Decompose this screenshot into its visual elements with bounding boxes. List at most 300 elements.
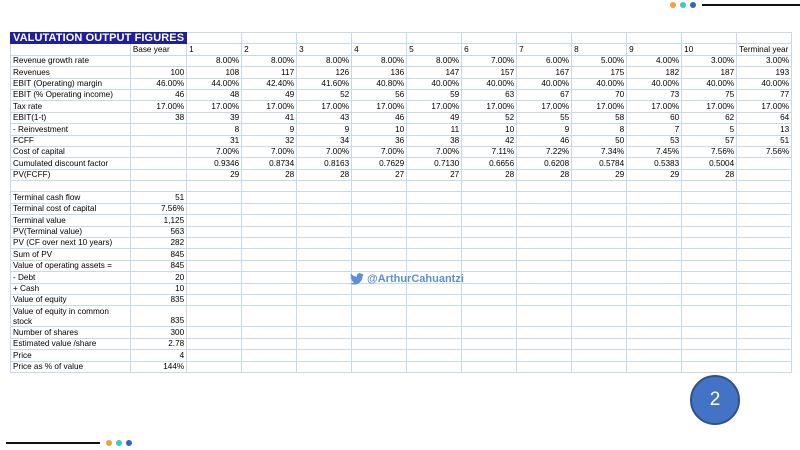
empty-cell <box>242 327 297 338</box>
table-row <box>11 112 792 123</box>
row-label: EBIT (Operating) margin <box>11 78 131 89</box>
empty-cell <box>627 327 682 338</box>
year-value: 32 <box>242 135 297 146</box>
title-row <box>11 33 792 44</box>
year-value: 0.7629 <box>352 158 407 169</box>
empty-cell <box>517 260 572 271</box>
empty-cell <box>737 272 792 283</box>
year-value: 5 <box>682 124 737 135</box>
empty-cell <box>407 260 462 271</box>
year-value: 167 <box>517 67 572 78</box>
empty-cell <box>187 260 242 271</box>
empty-cell <box>627 306 682 327</box>
terminal-value: 51 <box>737 135 792 146</box>
empty-cell <box>517 238 572 249</box>
empty-cell <box>682 272 737 283</box>
year-value: 29 <box>627 169 682 180</box>
empty-cell <box>517 338 572 349</box>
empty-cell <box>187 249 242 260</box>
year-value: 63 <box>462 89 517 100</box>
year-value: 7.34% <box>572 146 627 157</box>
empty-cell <box>572 294 627 305</box>
summary-value: 2.78 <box>130 338 186 349</box>
summary-value: 845 <box>130 249 186 260</box>
year-value: 0.9346 <box>187 158 242 169</box>
empty-cell <box>242 272 297 283</box>
year-value: 70 <box>572 89 627 100</box>
year-value: 46 <box>352 112 407 123</box>
empty-cell <box>517 361 572 372</box>
header-year: 9 <box>627 44 682 55</box>
year-value: 9 <box>517 124 572 135</box>
year-value: 157 <box>462 67 517 78</box>
summary-value: 51 <box>130 192 186 203</box>
summary-row <box>11 338 792 349</box>
empty-cell <box>517 181 572 192</box>
empty-cell <box>682 215 737 226</box>
year-value: 0.6208 <box>517 158 572 169</box>
empty-cell <box>407 226 462 237</box>
year-value: 29 <box>572 169 627 180</box>
empty-cell <box>682 192 737 203</box>
terminal-value: 7.56% <box>737 146 792 157</box>
year-value: 17.00% <box>352 101 407 112</box>
empty-cell <box>737 192 792 203</box>
year-value: 136 <box>352 67 407 78</box>
header-year: 8 <box>572 44 627 55</box>
empty-cell <box>352 350 407 361</box>
orange-dot-icon <box>106 440 112 446</box>
year-value: 17.00% <box>242 101 297 112</box>
empty-cell <box>407 338 462 349</box>
empty-cell <box>572 226 627 237</box>
table-row <box>11 135 792 146</box>
header-year: 5 <box>407 44 462 55</box>
table-row <box>11 169 792 180</box>
empty-cell <box>737 361 792 372</box>
empty-cell <box>682 327 737 338</box>
year-value: 40.00% <box>407 78 462 89</box>
summary-value: 7.56% <box>130 203 186 214</box>
summary-row <box>11 249 792 260</box>
summary-label: Number of shares <box>11 327 131 338</box>
summary-value: 300 <box>130 327 186 338</box>
twitter-watermark <box>350 273 464 285</box>
terminal-value <box>737 158 792 169</box>
summary-value: 4 <box>130 350 186 361</box>
empty-cell <box>407 192 462 203</box>
empty-cell <box>352 203 407 214</box>
empty-cell <box>737 203 792 214</box>
empty-cell <box>517 203 572 214</box>
year-value: 29 <box>187 169 242 180</box>
empty-cell <box>462 249 517 260</box>
empty-cell <box>572 338 627 349</box>
year-value: 53 <box>627 135 682 146</box>
empty-cell <box>352 226 407 237</box>
empty-cell <box>627 226 682 237</box>
summary-label: Sum of PV <box>11 249 131 260</box>
empty-cell <box>352 327 407 338</box>
summary-row <box>11 238 792 249</box>
empty-cell <box>517 350 572 361</box>
empty-cell <box>627 283 682 294</box>
empty-cell <box>572 350 627 361</box>
empty-cell <box>187 215 242 226</box>
base-year-value <box>130 124 186 135</box>
year-value: 8 <box>187 124 242 135</box>
year-value: 17.00% <box>517 101 572 112</box>
empty-cell <box>627 338 682 349</box>
sheet-title: VALUTATION OUTPUT FIGURES <box>11 33 187 44</box>
empty-cell <box>572 181 627 192</box>
row-label: Revenues <box>11 67 131 78</box>
summary-value: 563 <box>130 226 186 237</box>
year-value: 67 <box>517 89 572 100</box>
empty-cell <box>517 249 572 260</box>
summary-label: Value of equity in common stock <box>11 306 131 327</box>
summary-row <box>11 203 792 214</box>
empty-cell <box>462 272 517 283</box>
year-value: 175 <box>572 67 627 78</box>
empty-cell <box>737 215 792 226</box>
empty-cell <box>462 226 517 237</box>
summary-label: Value of equity <box>11 294 131 305</box>
empty-cell <box>407 361 462 372</box>
year-value: 55 <box>517 112 572 123</box>
empty-cell <box>407 215 462 226</box>
empty-cell <box>242 260 297 271</box>
summary-value: 20 <box>130 272 186 283</box>
year-value: 7.00% <box>462 55 517 66</box>
year-value: 126 <box>297 67 352 78</box>
empty-cell <box>187 272 242 283</box>
empty-cell <box>627 249 682 260</box>
top-divider-line <box>702 4 800 6</box>
empty-cell <box>462 306 517 327</box>
terminal-value <box>737 169 792 180</box>
year-value: 147 <box>407 67 462 78</box>
year-value: 7.11% <box>462 146 517 157</box>
summary-label: Terminal value <box>11 215 131 226</box>
empty-cell <box>682 338 737 349</box>
year-value: 0.8734 <box>242 158 297 169</box>
empty-cell <box>462 215 517 226</box>
empty-cell <box>737 238 792 249</box>
table-row <box>11 158 792 169</box>
row-label: - Reinvestment <box>11 124 131 135</box>
year-value: 41 <box>242 112 297 123</box>
summary-row <box>11 226 792 237</box>
year-value: 58 <box>572 112 627 123</box>
empty-cell <box>297 260 352 271</box>
year-value: 39 <box>187 112 242 123</box>
row-label: EBIT (% Operating income) <box>11 89 131 100</box>
empty-cell <box>352 192 407 203</box>
empty-cell <box>627 181 682 192</box>
twitter-bird-icon <box>350 273 364 285</box>
year-value: 7 <box>627 124 682 135</box>
summary-row <box>11 361 792 372</box>
year-value: 27 <box>407 169 462 180</box>
year-value: 50 <box>572 135 627 146</box>
year-value: 60 <box>627 112 682 123</box>
table-row <box>11 89 792 100</box>
empty-cell <box>242 306 297 327</box>
header-row <box>11 44 792 55</box>
year-value: 17.00% <box>407 101 462 112</box>
year-value: 31 <box>187 135 242 146</box>
header-year: 2 <box>242 44 297 55</box>
empty-cell <box>737 249 792 260</box>
summary-row <box>11 260 792 271</box>
year-value: 3.00% <box>682 55 737 66</box>
year-value: 48 <box>187 89 242 100</box>
row-label: Tax rate <box>11 101 131 112</box>
empty-cell <box>737 338 792 349</box>
empty-cell <box>352 215 407 226</box>
year-value: 40.80% <box>352 78 407 89</box>
empty-cell <box>462 181 517 192</box>
teal-dot-icon <box>116 440 122 446</box>
empty-cell <box>297 192 352 203</box>
empty-cell <box>462 192 517 203</box>
empty-cell <box>242 361 297 372</box>
empty-cell <box>462 203 517 214</box>
year-value: 28 <box>297 169 352 180</box>
terminal-value: 13 <box>737 124 792 135</box>
year-value: 10 <box>462 124 517 135</box>
empty-cell <box>352 294 407 305</box>
page-number: 2 <box>709 389 721 410</box>
terminal-value: 40.00% <box>737 78 792 89</box>
empty-cell <box>187 306 242 327</box>
empty-cell <box>517 272 572 283</box>
year-value: 46 <box>517 135 572 146</box>
empty-cell <box>407 181 462 192</box>
summary-row <box>11 215 792 226</box>
empty-cell <box>517 327 572 338</box>
empty-cell <box>407 294 462 305</box>
header-terminal-year: Terminal year <box>737 44 792 55</box>
empty-cell <box>572 283 627 294</box>
base-year-value <box>130 158 186 169</box>
year-value: 11 <box>407 124 462 135</box>
empty-cell <box>297 249 352 260</box>
year-value: 6.00% <box>517 55 572 66</box>
empty-cell <box>297 361 352 372</box>
base-year-value: 100 <box>130 67 186 78</box>
empty-cell <box>517 226 572 237</box>
summary-label: Price as % of value <box>11 361 131 372</box>
summary-value: 835 <box>130 294 186 305</box>
row-label: PV(FCFF) <box>11 169 131 180</box>
year-value: 42.40% <box>242 78 297 89</box>
year-value: 62 <box>682 112 737 123</box>
year-value: 7.56% <box>682 146 737 157</box>
year-value: 28 <box>242 169 297 180</box>
year-value: 0.7130 <box>407 158 462 169</box>
base-year-value <box>130 55 186 66</box>
empty-cell <box>682 226 737 237</box>
empty-cell <box>297 238 352 249</box>
summary-value: 282 <box>130 238 186 249</box>
empty-cell <box>187 350 242 361</box>
base-year-value: 46.00% <box>130 78 186 89</box>
empty-cell <box>297 226 352 237</box>
empty-cell <box>627 215 682 226</box>
base-year-value <box>130 146 186 157</box>
empty-cell <box>737 306 792 327</box>
bottom-divider-line <box>6 442 100 444</box>
year-value: 8.00% <box>187 55 242 66</box>
year-value: 40.00% <box>572 78 627 89</box>
orange-dot-icon <box>670 2 676 8</box>
base-year-value <box>130 135 186 146</box>
table-row <box>11 55 792 66</box>
empty-cell <box>517 294 572 305</box>
empty-cell <box>297 294 352 305</box>
empty-cell <box>242 338 297 349</box>
empty-cell <box>297 306 352 327</box>
empty-cell <box>352 238 407 249</box>
empty-cell <box>572 260 627 271</box>
year-value: 7.00% <box>352 146 407 157</box>
row-label: Revenue growth rate <box>11 55 131 66</box>
year-value: 7.45% <box>627 146 682 157</box>
year-value: 52 <box>462 112 517 123</box>
header-year: 10 <box>682 44 737 55</box>
year-value: 17.00% <box>627 101 682 112</box>
empty-cell <box>682 181 737 192</box>
year-value: 44.00% <box>187 78 242 89</box>
summary-value: 835 <box>130 306 186 327</box>
row-label: FCFF <box>11 135 131 146</box>
empty-cell <box>572 249 627 260</box>
year-value: 8.00% <box>297 55 352 66</box>
summary-value: 1,125 <box>130 215 186 226</box>
summary-row <box>11 350 792 361</box>
year-value: 28 <box>462 169 517 180</box>
year-value: 8.00% <box>352 55 407 66</box>
year-value: 41.60% <box>297 78 352 89</box>
empty-cell <box>737 294 792 305</box>
year-value: 117 <box>242 67 297 78</box>
year-value: 9 <box>242 124 297 135</box>
empty-cell <box>187 361 242 372</box>
year-value: 108 <box>187 67 242 78</box>
empty-cell <box>352 181 407 192</box>
summary-label: Value of operating assets = <box>11 260 131 271</box>
empty-cell <box>627 203 682 214</box>
header-base-year: Base year <box>130 44 186 55</box>
year-value: 36 <box>352 135 407 146</box>
empty-cell <box>407 350 462 361</box>
empty-cell <box>627 361 682 372</box>
empty-cell <box>11 181 131 192</box>
year-value: 0.5784 <box>572 158 627 169</box>
empty-cell <box>462 327 517 338</box>
year-value: 40.00% <box>462 78 517 89</box>
table-row <box>11 124 792 135</box>
blue-dot-icon <box>126 440 132 446</box>
header-year: 6 <box>462 44 517 55</box>
empty-cell <box>352 260 407 271</box>
empty-cell <box>572 215 627 226</box>
empty-cell <box>517 283 572 294</box>
header-year: 3 <box>297 44 352 55</box>
empty-cell <box>517 215 572 226</box>
summary-value: 144% <box>130 361 186 372</box>
empty-cell <box>682 306 737 327</box>
terminal-value: 64 <box>737 112 792 123</box>
empty-cell <box>517 192 572 203</box>
summary-label: Estimated value /share <box>11 338 131 349</box>
year-value: 17.00% <box>572 101 627 112</box>
empty-cell <box>517 306 572 327</box>
empty-cell <box>737 327 792 338</box>
empty-cell <box>187 226 242 237</box>
valuation-spreadsheet <box>10 32 792 373</box>
year-value: 34 <box>297 135 352 146</box>
bottom-decoration <box>6 440 136 446</box>
empty-cell <box>352 249 407 260</box>
empty-cell <box>242 238 297 249</box>
empty-cell <box>462 361 517 372</box>
year-value: 0.8163 <box>297 158 352 169</box>
year-value: 7.00% <box>187 146 242 157</box>
year-value: 57 <box>682 135 737 146</box>
year-value: 17.00% <box>462 101 517 112</box>
year-value: 0.5004 <box>682 158 737 169</box>
year-value: 0.6656 <box>462 158 517 169</box>
empty-cell <box>297 215 352 226</box>
empty-cell <box>407 327 462 338</box>
summary-row <box>11 192 792 203</box>
base-year-value: 38 <box>130 112 186 123</box>
year-value: 8.00% <box>407 55 462 66</box>
year-value: 56 <box>352 89 407 100</box>
empty-cell <box>682 238 737 249</box>
watermark-handle: @ArthurCahuantzi <box>367 273 464 285</box>
table-row <box>11 78 792 89</box>
empty-cell <box>297 283 352 294</box>
empty-cell <box>297 181 352 192</box>
summary-label: Terminal cash flow <box>11 192 131 203</box>
header-year: 4 <box>352 44 407 55</box>
year-value: 5.00% <box>572 55 627 66</box>
empty-cell <box>352 361 407 372</box>
empty-cell <box>187 283 242 294</box>
year-value: 7.00% <box>242 146 297 157</box>
year-value: 52 <box>297 89 352 100</box>
empty-cell <box>572 361 627 372</box>
empty-cell <box>627 272 682 283</box>
empty-cell <box>242 181 297 192</box>
header-year: 1 <box>187 44 242 55</box>
table-row <box>11 146 792 157</box>
empty-cell <box>242 215 297 226</box>
empty-cell <box>572 192 627 203</box>
empty-cell <box>627 260 682 271</box>
year-value: 28 <box>517 169 572 180</box>
empty-cell <box>682 283 737 294</box>
year-value: 38 <box>407 135 462 146</box>
header-year: 7 <box>517 44 572 55</box>
table-row <box>11 101 792 112</box>
empty-cell <box>682 249 737 260</box>
summary-value: 10 <box>130 283 186 294</box>
